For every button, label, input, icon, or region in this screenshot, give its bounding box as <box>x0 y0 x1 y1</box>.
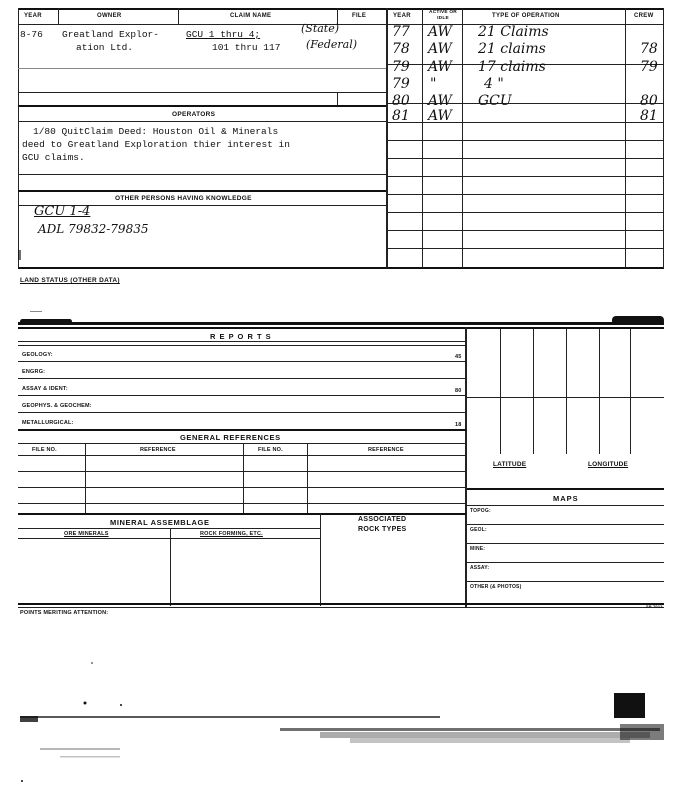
header-owner: OWNER <box>97 13 122 19</box>
operators-line-3: GCU claims. <box>22 152 85 163</box>
activity-status: AW <box>428 93 452 109</box>
claim-name-line-2: 101 thru 117 <box>212 42 281 53</box>
references-reference-2: REFERENCE <box>368 447 404 453</box>
header-crew: CREW <box>634 13 654 19</box>
activity-year: 77 <box>392 24 410 40</box>
maps-mine: MINE: <box>470 546 486 552</box>
owner-line-2: ation Ltd. <box>76 42 134 53</box>
activity-crew: 81 <box>640 108 658 124</box>
latitude-label: LATITUDE <box>493 461 527 468</box>
maps-geol: GEOL: <box>470 527 487 533</box>
report-num-geology: 45 <box>455 354 462 360</box>
knowledge-line-2: ADL 79832-79835 <box>38 222 149 236</box>
activity-operation: 17 claims <box>478 59 546 75</box>
report-label-assay: ASSAY & IDENT: <box>22 386 68 392</box>
report-num-metallurgical: 18 <box>455 422 462 428</box>
activity-crew: 79 <box>640 59 658 75</box>
claim-name-line-1: GCU 1 thru 4; <box>186 29 261 40</box>
header-active-idle: ACTIVE OR IDLE <box>429 10 457 21</box>
activity-year: 79 <box>392 59 410 75</box>
operators-line-2: deed to Greatland Exploration thier interest in <box>22 139 290 150</box>
land-status-label: LAND STATUS (OTHER DATA) <box>20 277 120 284</box>
header-claim-name: CLAIM NAME <box>230 13 272 19</box>
file-line-2: (Federal) <box>306 38 358 51</box>
header-type-operation: TYPE OF OPERATION <box>492 13 560 19</box>
activity-crew: 78 <box>640 41 658 57</box>
activity-year: 79 <box>392 76 410 92</box>
activity-operation: 21 claims <box>478 41 546 57</box>
rock-forming-label: ROCK FORMING, ETC. <box>200 531 263 537</box>
operators-title: OPERATORS <box>172 111 216 118</box>
activity-status: AW <box>428 108 452 124</box>
points-meriting-attention: POINTS MERITING ATTENTION: <box>20 610 109 616</box>
activity-status: AW <box>428 24 452 40</box>
references-title: GENERAL REFERENCES <box>180 433 281 442</box>
header-year-2: YEAR <box>393 13 411 19</box>
operators-line-1: 1/80 QuitClaim Deed: Houston Oil & Minerals <box>33 126 279 137</box>
ore-minerals-label: ORE MINERALS <box>64 531 109 537</box>
activity-crew: 80 <box>640 93 658 109</box>
references-file-no-1: FILE NO. <box>32 447 57 453</box>
activity-year: 78 <box>392 41 410 57</box>
claim-year: 8-76 <box>20 29 43 40</box>
reports-title: R E P O R T S <box>210 332 272 341</box>
report-label-metallurgical: METALLURGICAL: <box>22 420 74 426</box>
maps-assay: ASSAY: <box>470 565 490 571</box>
assoc-line-2: ROCK TYPES <box>358 526 407 533</box>
report-label-engrg: ENGRG: <box>22 369 46 375</box>
maps-title: MAPS <box>553 494 579 503</box>
knowledge-line-1: GCU 1-4 <box>34 204 91 219</box>
activity-year: 81 <box>392 108 410 124</box>
maps-other: OTHER (& PHOTOS) <box>470 584 522 590</box>
mineral-title: MINERAL ASSEMBLAGE <box>110 518 210 527</box>
form-number: SP 7013 <box>646 604 663 609</box>
activity-year: 80 <box>392 93 410 109</box>
activity-operation: 4 " <box>484 76 504 92</box>
report-label-geology: GEOLOGY: <box>22 352 53 358</box>
activity-status: " <box>430 76 437 92</box>
activity-status: AW <box>428 59 452 75</box>
owner-line-1: Greatland Explor- <box>62 29 159 40</box>
report-num-assay: 80 <box>455 388 462 394</box>
header-year: YEAR <box>24 13 42 19</box>
assoc-line-1: ASSOCIATED <box>358 516 407 523</box>
references-file-no-2: FILE NO. <box>258 447 283 453</box>
header-file: FILE <box>352 13 367 19</box>
activity-operation: GCU <box>478 93 512 109</box>
knowledge-title: OTHER PERSONS HAVING KNOWLEDGE <box>115 195 252 202</box>
longitude-label: LONGITUDE <box>588 461 629 468</box>
report-label-geophys: GEOPHYS. & GEOCHEM: <box>22 403 92 409</box>
maps-topog: TOPOG: <box>470 508 491 514</box>
activity-status: AW <box>428 41 452 57</box>
references-reference-1: REFERENCE <box>140 447 176 453</box>
activity-operation: 21 Claims <box>478 24 549 40</box>
file-line-1: (State) <box>301 22 340 35</box>
